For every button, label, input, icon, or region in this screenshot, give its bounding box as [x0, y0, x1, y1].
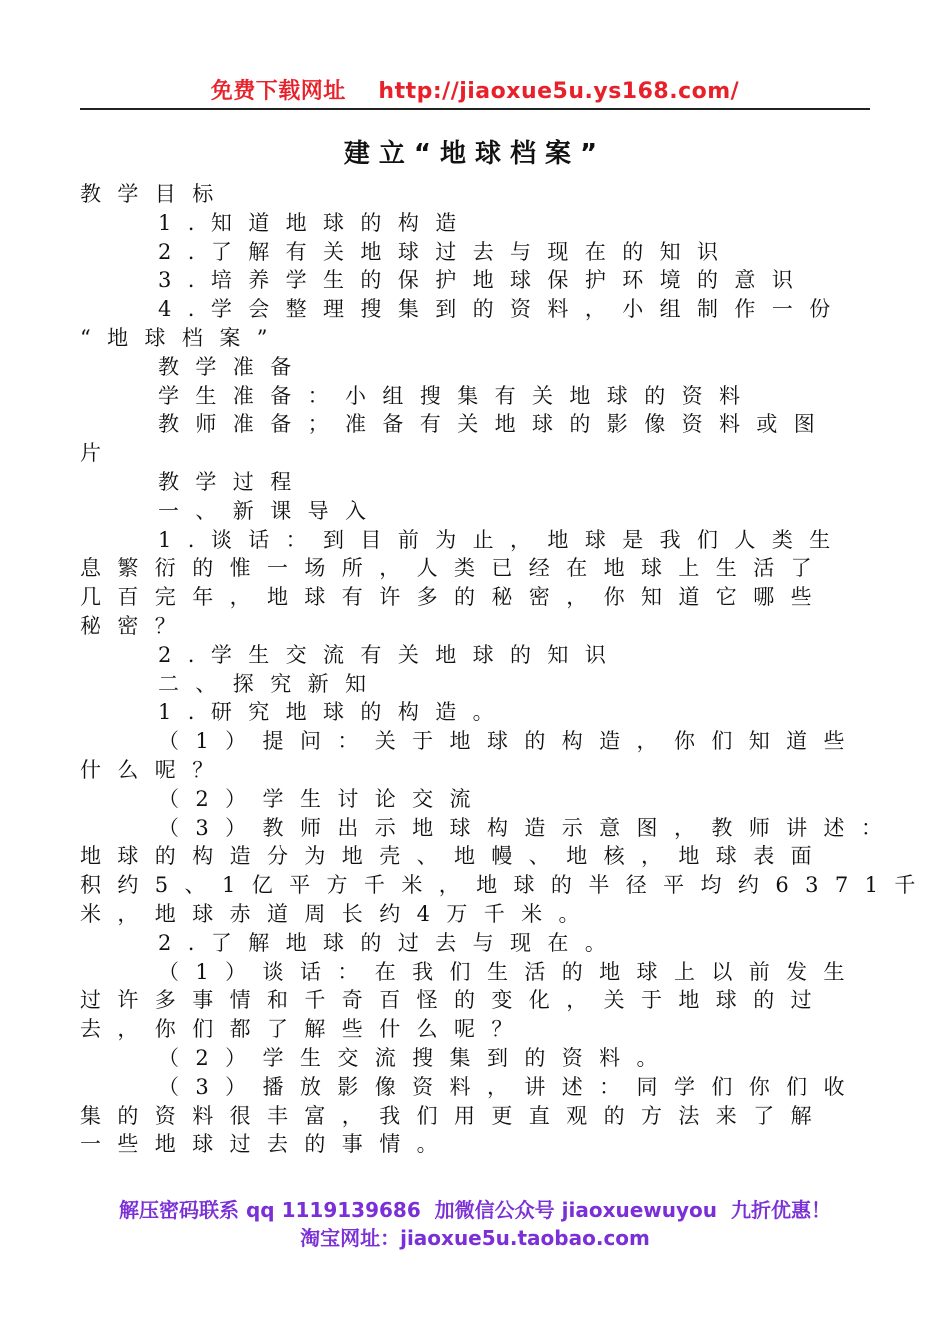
- body-line: 什么呢？: [80, 757, 230, 782]
- body-line: 1.研究地球的构造。: [158, 700, 511, 725]
- body-line: （3）教师出示地球构造示意图，教师讲述：: [158, 815, 899, 840]
- body-line: 1.知道地球的构造: [158, 210, 473, 235]
- body-line: （1）提问：关于地球的构造，你们知道些: [158, 729, 861, 754]
- body-line: 地球的构造分为地壳、地幔、地核，地球表面: [80, 844, 828, 869]
- body-line: 几百完年，地球有许多的秘密，你知道它哪些: [80, 585, 828, 610]
- body-line: 4.学会整理搜集到的资料，小组制作一份: [158, 297, 847, 322]
- body-line: 学生准备：小组搜集有关地球的资料: [158, 383, 757, 408]
- body-line: 2.了解地球的过去与现在。: [158, 930, 623, 955]
- body-line: 教师准备；准备有关地球的影像资料或图: [158, 412, 832, 437]
- footer-contact-line: 解压密码联系 qq 1119139686 加微信公众号 jiaoxuewuyou 九折优惠！: [119, 1198, 831, 1222]
- header-download-link[interactable]: 免费下载网址 http://jiaoxue5u.ys168.com/: [210, 79, 740, 104]
- body-line: 2.了解有关地球过去与现在的知识: [158, 239, 735, 264]
- body-line: 教学目标: [80, 182, 230, 206]
- body-line: （3）播放影像资料，讲述：同学们你们收: [158, 1074, 861, 1099]
- body-line: 2.学生交流有关地球的知识: [158, 642, 623, 667]
- body-line: 集的资料很丰富，我们用更直观的方法来了解: [80, 1103, 828, 1128]
- document-title: 建立“地球档案”: [343, 139, 607, 169]
- body-line: 米，地球赤道周长约4万千米。: [80, 901, 596, 926]
- body-line: （1）谈话：在我们生活的地球上以前发生: [158, 959, 861, 984]
- body-line: （2）学生交流搜集到的资料。: [158, 1045, 674, 1070]
- body-line: 积约5、1亿平方千米，地球的半径平均约6371千: [80, 873, 932, 898]
- body-line: （2）学生讨论交流: [158, 786, 487, 811]
- body-line: 教学过程: [158, 469, 308, 494]
- body-line: 秘密？: [80, 613, 193, 638]
- body-line: 二、探究新知: [158, 671, 383, 696]
- page-header: [80, 76, 870, 110]
- page-footer: [60, 1196, 890, 1252]
- body-line: 去，你们都了解些什么呢？: [80, 1017, 529, 1042]
- body-line: 过许多事情和千奇百怪的变化，关于地球的过: [80, 988, 828, 1013]
- body-line: 一些地球过去的事情。: [80, 1132, 454, 1157]
- body-line: 教学准备: [158, 354, 308, 379]
- document-body: [80, 180, 932, 1159]
- body-line: 一、新课导入: [158, 498, 383, 523]
- body-line: 1.谈话：到目前为止，地球是我们人类生: [158, 527, 847, 552]
- footer-taobao-line[interactable]: 淘宝网址：jiaoxue5u.taobao.com: [300, 1226, 650, 1250]
- body-line: 3.培养学生的保护地球保护环境的意识: [158, 268, 810, 293]
- body-line: “地球档案”: [80, 325, 284, 350]
- body-line: 片: [80, 441, 118, 466]
- body-line: 息繁衍的惟一场所，人类已经在地球上生活了: [80, 556, 828, 581]
